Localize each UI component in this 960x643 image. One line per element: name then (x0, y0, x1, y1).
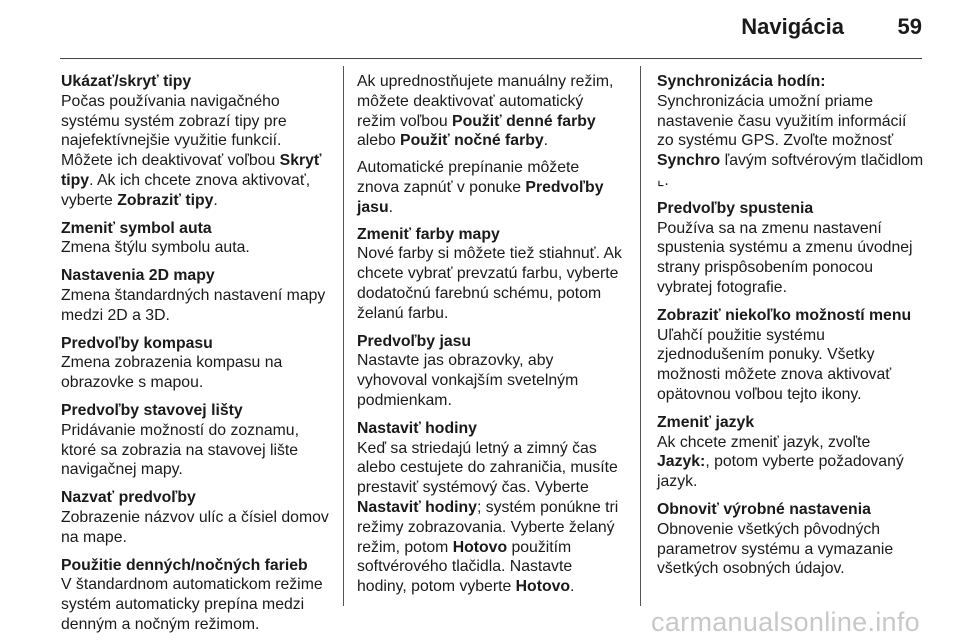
section-heading: Zmeniť jazyk (657, 413, 755, 431)
section-text: Uľahčí použitie systému zjednodušením ponuky. Všetky možnosti môžete znova aktivovať opätovnou voľbou tejto ikony. (657, 326, 892, 403)
section-clock-sync (657, 72, 927, 191)
section-text: Synchronizácia umožní priame nastavenie času využitím informácií zo systému GPS. Zvoľte možnosť (657, 92, 907, 150)
section-text: Pridávanie možností do zoznamu, ktoré sa zobrazia na stavovej lište navigačnej mapy. (61, 421, 299, 479)
section-text: Automatické prepínanie môžete znova zapnúť v ponuke (357, 159, 580, 196)
section-car-symbol (61, 219, 336, 259)
section-2d-map (61, 266, 336, 325)
watermark: carmanualsonline.info (651, 607, 920, 637)
option-name: Jazyk: (657, 453, 706, 471)
section-text: Nové farby si môžete tiež stiahnuť. Ak chcete vybrať prevzatú farbu, vyberte dodatočnú farebnú schému, potom želanú farbu. (357, 245, 622, 322)
section-day-night-colors (61, 556, 336, 635)
section-factory-reset (657, 500, 927, 579)
section-set-clock (357, 419, 625, 597)
section-status-bar (61, 401, 336, 480)
section-heading: Predvoľby jasu (357, 332, 472, 350)
section-heading: Zmeniť symbol auta (61, 219, 212, 237)
section-text: . (570, 578, 575, 596)
option-name: Nastaviť hodiny (357, 498, 477, 516)
option-name: Použiť denné farby (452, 112, 596, 130)
page-number: 59 (897, 14, 922, 39)
option-name: Použiť nočné farby (400, 132, 544, 150)
section-text: Nastavte jas obrazovky, aby vyhovoval vonkajším svetelným podmienkam. (357, 352, 579, 409)
section-text: . (213, 191, 218, 209)
section-heading: Obnoviť výrobné nastavenia (657, 500, 871, 518)
section-heading: Zobraziť niekoľko možností menu (657, 306, 912, 324)
section-text: V štandardnom automatickom režime systém automaticky prepína medzi denným a nočným režimom. (61, 576, 323, 633)
option-name: Synchro (657, 152, 721, 170)
section-text: Počas používania navigačného systému systém zobrazí tipy pre najefektívnejšie využitie funkcií. Môžete ich deaktivovať voľbou (61, 92, 287, 170)
column-separator-2 (640, 66, 641, 606)
column-2 (357, 72, 625, 605)
section-heading: Nastaviť hodiny (357, 419, 477, 437)
section-name-preferences (61, 488, 336, 547)
paragraph-manual-mode (357, 72, 625, 151)
section-text: Zmena štandardných nastavení mapy medzi 2D a 3D. (61, 286, 326, 324)
section-text: . Ak ich chcete znova aktivovať, vyberte (61, 171, 311, 209)
section-heading: Nastavenia 2D mapy (61, 267, 215, 285)
section-text: ľavým softvérovým tlačidlom ⌞. (657, 152, 924, 189)
section-text: . (388, 198, 393, 216)
section-heading: Nazvať predvoľby (61, 489, 196, 507)
column-1 (61, 72, 336, 643)
section-heading: Synchronizácia hodín: (657, 73, 826, 90)
option-name: Hotovo (515, 578, 571, 596)
section-heading: Ukázať/skryť tipy (61, 73, 192, 90)
section-text: Ak chcete zmeniť jazyk, zvoľte (657, 433, 871, 451)
section-text: Ak uprednostňujete manuálny režim, môžete deaktivovať automatický režim voľbou (357, 73, 614, 130)
option-name: Skryť tipy (61, 152, 322, 189)
section-text: Zmena zobrazenia kompasu na obrazovke s mapou. (61, 354, 283, 392)
section-heading: Zmeniť farby mapy (357, 225, 500, 243)
section-brightness (357, 332, 625, 411)
section-map-colors (357, 225, 625, 324)
option-name: Predvoľby jasu (357, 178, 604, 216)
section-heading: Predvoľby spustenia (657, 199, 814, 217)
column-3 (657, 72, 927, 587)
section-heading: Predvoľby stavovej lišty (61, 401, 243, 419)
section-text: Zobrazenie názvov ulíc a čísiel domov na mape. (61, 508, 329, 546)
section-text: ; systém ponúkne tri režimy zobrazovania. Vyberte želaný režim, potom (357, 498, 619, 556)
section-text: , potom vyberte požadovaný jazyk. (657, 453, 904, 491)
section-text: použitím softvérového tlačidla. Nastavte hodiny, potom vyberte (357, 538, 573, 596)
paragraph-auto-switch (357, 158, 625, 217)
section-text: . (543, 132, 549, 150)
page-header-title: Navigácia (741, 14, 844, 39)
section-text: alebo (357, 132, 401, 150)
header-rule (60, 58, 922, 59)
section-change-language (657, 413, 927, 492)
section-text: Keď sa striedajú letný a zimný čas alebo cestujete do zahraničia, musíte prestaviť systémový čas. Vyberte (357, 439, 618, 497)
section-heading: Použitie denných/nočných farieb (61, 556, 308, 574)
section-startup-preferences (657, 199, 927, 298)
column-separator-1 (343, 66, 344, 606)
option-name: Hotovo (452, 538, 508, 556)
section-compass (61, 334, 336, 393)
section-text: Zmena štýlu symbolu auta. (61, 239, 250, 257)
section-few-menu-options (657, 306, 927, 405)
section-show-hide-tips (61, 72, 336, 211)
section-heading: Predvoľby kompasu (61, 334, 213, 352)
section-text: Používa sa na zmenu nastavení spustenia systému a zmenu úvodnej strany prispôsobením ponocou vybratej fotografie. (657, 219, 913, 296)
option-name: Zobraziť tipy (117, 191, 214, 209)
section-text: Obnovenie všetkých pôvodných parametrov systému a vymazanie všetkých osobných údajov. (657, 520, 894, 578)
